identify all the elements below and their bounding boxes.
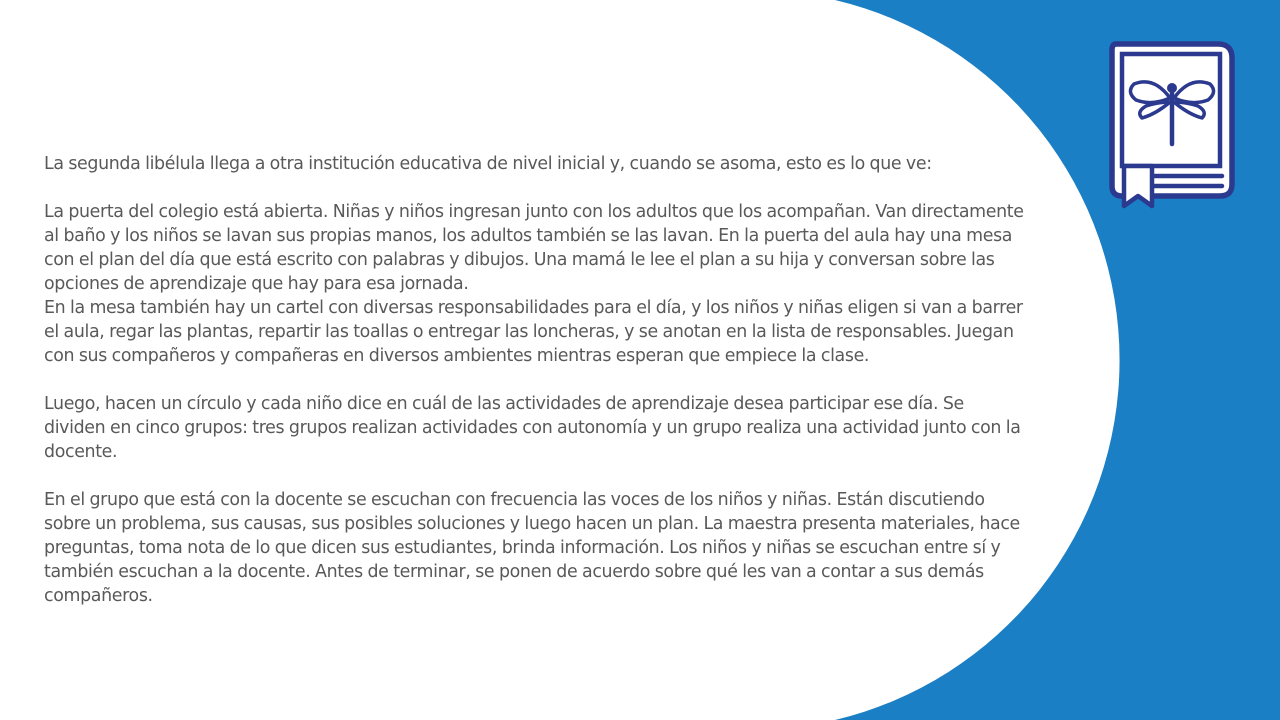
paragraph-arrival: La puerta del colegio está abierta. Niñas y niños ingresan junto con los adultos que los acompañan. Van directamente al baño y los niños se lavan sus propias manos, los adultos también se las lavan. En la puerta del aula hay una mesa con el plan del día que está escrito con palabras y dibujos. Una mamá le lee el plan a su hija y conversan sobre las opciones de aprendizaje que hay para esa jornada.: [44, 202, 1024, 294]
paragraph-group: En el grupo que está con la docente se escuchan con frecuencia las voces de los niños y niñas. Están discutiendo sobre un problema, sus causas, sus posibles soluciones y luego hacen un plan. La maestra presenta materiales, hace preguntas, toma nota de lo que dicen sus estudiantes, brinda información. Los niños y niñas se escuchan entre sí y también escuchan a la docente. Antes de terminar, se ponen de acuerdo sobre qué les van a contar a sus demás compañeros.: [44, 490, 1020, 606]
paragraph-gap: [44, 176, 1024, 200]
paragraph-responsibilities: En la mesa también hay un cartel con diversas responsabilidades para el día, y los niños y niñas eligen si van a barrer el aula, regar las plantas, repartir las toallas o entregar las loncheras, y se anotan en la lista de responsables. Juegan con sus compañeros y compañeras en diversos ambientes mientras esperan que empiece la clase.: [44, 298, 1023, 366]
paragraph-gap: [44, 368, 1024, 392]
story-text: [44, 152, 1024, 608]
dragonfly-book-icon: [1104, 40, 1238, 216]
paragraph-intro: La segunda libélula llega a otra institución educativa de nivel inicial y, cuando se asoma, esto es lo que ve:: [44, 154, 932, 174]
paragraph-circle: Luego, hacen un círculo y cada niño dice en cuál de las actividades de aprendizaje desea participar ese día. Se dividen en cinco grupos: tres grupos realizan actividades con autonomía y un grupo realiza una actividad junto con la docente.: [44, 394, 1021, 462]
paragraph-gap: [44, 464, 1024, 488]
